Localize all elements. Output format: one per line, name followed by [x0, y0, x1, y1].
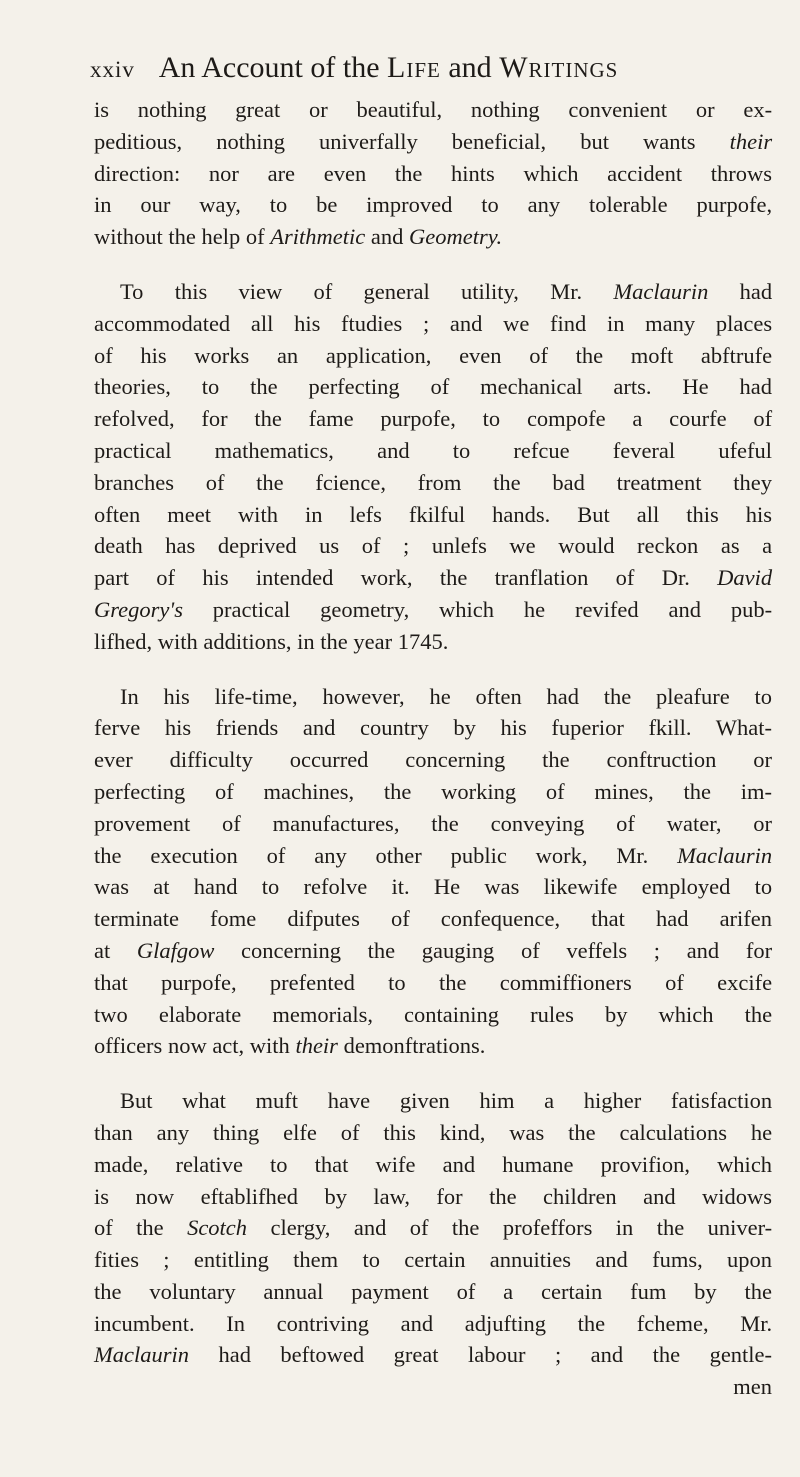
text-line: theories, to the perfecting of mechanical arts. He had [94, 374, 773, 400]
text-line: peditious, nothing univerfally beneficial, but wants their [94, 128, 773, 154]
page-number: xxiv [90, 57, 135, 82]
text-line: accommodated all his ftudies ; and we find in many places [94, 310, 773, 336]
text-line: ever difficulty occurred concerning the conftruction or [94, 747, 772, 773]
running-header [90, 50, 730, 88]
text-line: was at hand to refolve it. He was likewife employed to [94, 874, 773, 900]
text-line: the execution of any other public work, Mr. Maclaurin [94, 842, 773, 868]
paragraph-1 [94, 94, 772, 253]
text-line: without the help of Arithmetic and Geometry. [94, 224, 503, 250]
text-line: fities ; entitling them to certain annuities and fums, upon [94, 1247, 773, 1273]
text-line: of his works an application, even of the moft abftrufe [94, 342, 773, 368]
text-line: the voluntary annual payment of a certain fum by the [94, 1278, 773, 1304]
text-line: at Glafgow concerning the gauging of veffels ; and for [94, 937, 773, 963]
header-title-and: and [448, 51, 492, 84]
text-line: officers now act, with their demonftrations. [94, 1033, 486, 1059]
text-line: of the Scotch clergy, and of the profeffors in the univer- [94, 1215, 773, 1241]
header-title-prefix: An Account of the [158, 51, 380, 84]
text-line: To this view of general utility, Mr. Maclaurin had [120, 278, 773, 304]
text-line: is now eftablifhed by law, for the children and widows [94, 1183, 773, 1209]
paragraph-3 [94, 681, 772, 1063]
body-text [94, 94, 772, 1403]
text-line: in our way, to be improved to any tolerable purpofe, [94, 192, 773, 218]
text-line: branches of the fcience, from the bad treatment they [94, 469, 773, 495]
text-line: direction: nor are even the hints which accident throws [94, 160, 773, 186]
text-line: provement of manufactures, the conveying of water, or [94, 810, 773, 836]
text-line: refolved, for the fame purpofe, to compofe a courfe of [94, 406, 773, 432]
text-line: is nothing great or beautiful, nothing convenient or ex- [94, 97, 773, 122]
text-line: ferve his friends and country by his fuperior fkill. What- [94, 715, 772, 741]
text-line: Maclaurin had beftowed great labour ; and the gentle- [94, 1342, 773, 1368]
text-line: perfecting of machines, the working of mines, the im- [94, 778, 773, 804]
text-line: terminate fome difputes of confequence, that had arifen [94, 906, 773, 932]
text-line: death has deprived us of ; unlefs we would reckon as a [94, 533, 773, 559]
paragraph-2 [94, 276, 772, 658]
text-line: two elaborate memorials, containing rules by which the [94, 1001, 773, 1027]
text-line: part of his intended work, the tranflation of Dr. David [94, 565, 773, 591]
text-line: lifhed, with additions, in the year 1745. [94, 628, 449, 654]
text-line: incumbent. In contriving and adjufting the fcheme, Mr. [94, 1310, 773, 1336]
text-line: Gregory's practical geometry, which he revifed and pub- [94, 596, 773, 622]
text-line: In his life-time, however, he often had the pleafure to [120, 683, 773, 709]
text-line: often meet with in lefs fkilful hands. But all this his [94, 501, 773, 527]
text-line: than any thing elfe of this kind, was the calculations he [94, 1119, 773, 1145]
text-line: But what muft have given him a higher fatisfaction [120, 1088, 773, 1114]
catchword: men [733, 1374, 772, 1400]
paragraph-4 [94, 1085, 772, 1371]
text-line: practical mathematics, and to refcue feveral ufeful [94, 437, 773, 463]
header-title-writings: Writings [499, 51, 619, 84]
text-line: made, relative to that wife and humane provifion, which [94, 1151, 773, 1177]
header-title-life: Life [387, 51, 441, 84]
text-line: that purpofe, prefented to the commiffioners of excife [94, 969, 773, 995]
